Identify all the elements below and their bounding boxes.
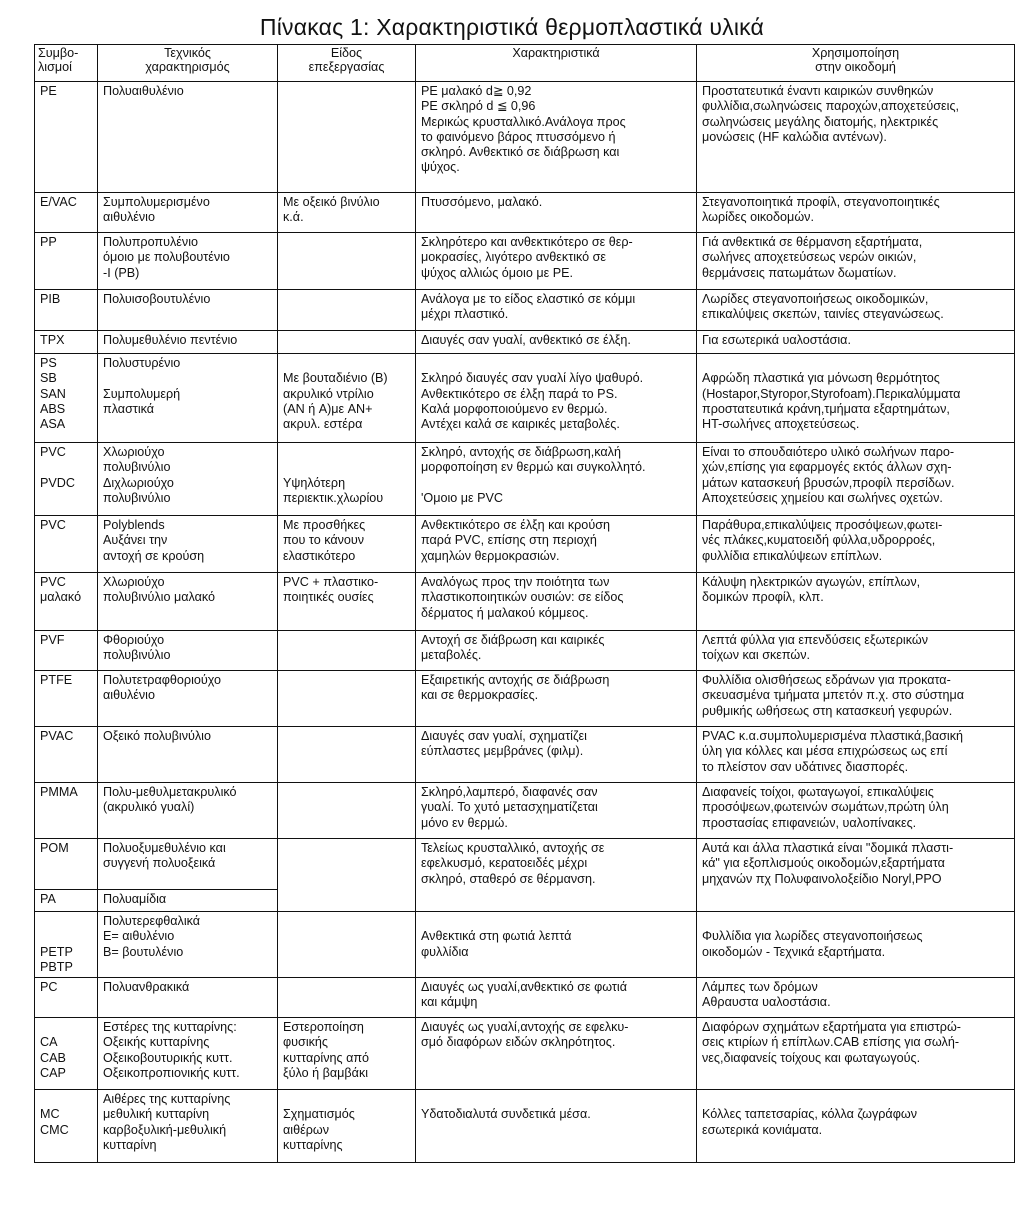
table-row-pvf xyxy=(35,631,1015,671)
table-row-ptfe xyxy=(35,671,1015,727)
table-row-tpx xyxy=(35,331,1015,354)
cell-properties: Σκληρότερο και ανθεκτικότερο σε θερ- μοκρασίες, λιγότερο ανθεκτικό σε ψύχος αλλιώς όμοιο με PE. xyxy=(416,233,697,290)
cell-symbol: PMMA xyxy=(35,783,98,839)
cell-processing: Υψηλότερη περιεκτικ.χλωρίου xyxy=(278,443,416,516)
cell-technical: Πολυ-μεθυλμετακρυλικό (ακρυλικό γυαλί) xyxy=(98,783,278,839)
cell-processing xyxy=(278,631,416,671)
cell-processing xyxy=(278,978,416,1018)
thermoplastics-table xyxy=(34,44,1015,1163)
header-usage: Χρησιμοποίηση στην οικοδομή xyxy=(697,45,1015,82)
cell-processing: Με προσθήκες που το κάνουν ελαστικότερο xyxy=(278,516,416,573)
cell-processing xyxy=(278,727,416,783)
cell-technical: Πολυστυρένιο Συμπολυμερή πλαστικά xyxy=(98,354,278,443)
table-row-pvc-polyblends xyxy=(35,516,1015,573)
cell-usage: Για εσωτερικά υαλοστάσια. xyxy=(697,331,1015,354)
cell-symbol: PS SB SAN ABS ASA xyxy=(35,354,98,443)
cell-symbol: PP xyxy=(35,233,98,290)
table-row-pp xyxy=(35,233,1015,290)
cell-technical: Συμπολυμερισμένο αιθυλένιο xyxy=(98,193,278,233)
cell-technical: Πολυτερεφθαλικά E= αιθυλένιο B= βουτυλένιο xyxy=(98,912,278,978)
header-properties: Χαρακτηριστικά xyxy=(416,45,697,82)
cell-usage: Διαφόρων σχημάτων εξαρτήματα για επιστρώ- σεις κτιρίων ή επίπλων.CAB επίσης για σωλή- νες,διαφανείς τοίχους και φωταγωγούς. xyxy=(697,1018,1015,1090)
cell-technical: Polyblends Αυξάνει την αντοχή σε κρούση xyxy=(98,516,278,573)
cell-properties: Διαυγές ως γυαλί,ανθεκτικό σε φωτιά και κάμψη xyxy=(416,978,697,1018)
cell-properties: Αναλόγως προς την ποιότητα των πλαστικοποιητικών ουσιών: σε είδος δέρματος ή μαλακού κόμμεος. xyxy=(416,573,697,631)
cell-processing xyxy=(278,233,416,290)
table-row-evac xyxy=(35,193,1015,233)
table-row-pe xyxy=(35,82,1015,193)
table-row-pvc xyxy=(35,443,1015,516)
table-row-pib xyxy=(35,290,1015,331)
cell-technical: Πολυαιθυλένιο xyxy=(98,82,278,193)
cell-technical: Πολυμεθυλένιο πεντένιο xyxy=(98,331,278,354)
cell-symbol: E/VAC xyxy=(35,193,98,233)
cell-properties: Αντοχή σε διάβρωση και καιρικές μεταβολές. xyxy=(416,631,697,671)
table-row-pmma xyxy=(35,783,1015,839)
table-title: Πίνακας 1: Χαρακτηριστικά θερμοπλαστικά υλικά xyxy=(259,14,765,40)
cell-symbol: CA CAB CAP xyxy=(35,1018,98,1090)
table-row-ca xyxy=(35,1018,1015,1090)
cell-technical: Χλωριούχο πολυβινύλιο Διχλωριούχο πολυβινύλιο xyxy=(98,443,278,516)
cell-properties: Σκληρό, αντοχής σε διάβρωση,καλή μορφοποίηση εν θερμώ και συγκολλητό. 'Ομοιο με PVC xyxy=(416,443,697,516)
cell-properties: Σκληρό,λαμπερό, διαφανές σαν γυαλί. Το χυτό μετασχηματίζεται μόνο εν θερμώ. xyxy=(416,783,697,839)
cell-processing: Εστεροποίηση φυσικής κυτταρίνης από ξύλο ή βαμβάκι xyxy=(278,1018,416,1090)
cell-usage: Διαφανείς τοίχοι, φωταγωγοί, επικαλύψεις προσόψεων,φωτεινών σωμάτων,πρώτη ύλη προστασίας επιφανειών, υαλοπίνακες. xyxy=(697,783,1015,839)
table-row-petp xyxy=(35,912,1015,978)
cell-usage: Αυτά και άλλα πλαστικά είναι "δομικά πλαστι- κά" για εξοπλισμούς οικοδομών,εξαρτήματα μηχανών πχ Πολυφαινολοξείδιο Noryl,PPO xyxy=(697,839,1015,912)
cell-technical: Πολυαμίδια xyxy=(98,890,278,912)
cell-processing xyxy=(278,290,416,331)
table-row-ps xyxy=(35,354,1015,443)
cell-usage: Είναι το σπουδαιότερο υλικό σωλήνων παρο- χών,επίσης για εφαρμογές εκτός άλλων σχη- μάτων κατασκευή βρυσών,προφίλ περσίδων. Αποχετεύσεις χημείου και σωλήνες οχετών. xyxy=(697,443,1015,516)
cell-usage: Κάλυψη ηλεκτρικών αγωγών, επίπλων, δομικών προφίλ, κλπ. xyxy=(697,573,1015,631)
cell-usage: Γιά ανθεκτικά σε θέρμανση εξαρτήματα, σωλήνες αποχετεύσεως νερών οικιών, θερμάνσεις πατωμάτων δωματίων. xyxy=(697,233,1015,290)
header-technical: Τεχνικός χαρακτηρισμός xyxy=(98,45,278,82)
cell-properties: Τελείως κρυσταλλικό, αντοχής σε εφελκυσμό, κερατοειδές μέχρι σκληρό, σταθερό σε θέρμανση. xyxy=(416,839,697,912)
cell-processing xyxy=(278,671,416,727)
cell-symbol: PVAC xyxy=(35,727,98,783)
cell-technical: Πολυισοβουτυλένιο xyxy=(98,290,278,331)
cell-technical: Πολυτετραφθοριούχο αιθυλένιο xyxy=(98,671,278,727)
cell-symbol: PA xyxy=(35,890,98,912)
cell-technical: Οξεικό πολυβινύλιο xyxy=(98,727,278,783)
cell-symbol: PTFE xyxy=(35,671,98,727)
cell-symbol: POM xyxy=(35,839,98,890)
cell-symbol: MC CMC xyxy=(35,1090,98,1163)
cell-properties: Διαυγές ως γυαλί,αντοχής σε εφελκυ- σμό διαφόρων ειδών σκληρότητος. xyxy=(416,1018,697,1090)
cell-usage: Φυλλίδια για λωρίδες στεγανοποιήσεως οικοδομών - Τεχνικά εξαρτήματα. xyxy=(697,912,1015,978)
table-row-pc xyxy=(35,978,1015,1018)
cell-processing xyxy=(278,783,416,839)
cell-processing: Με οξεικό βινύλιο κ.ά. xyxy=(278,193,416,233)
cell-usage: Αφρώδη πλαστικά για μόνωση θερμότητος (Hostapor,Styropor,Styrofoam).Περικαλύμματα προστατευτικά κράνη,τμήματα εξαρτημάτων, HT-σωλήνες αποχετεύσεως. xyxy=(697,354,1015,443)
cell-usage: Φυλλίδια ολισθήσεως εδράνων για προκατα- σκευασμένα τμήματα μπετόν π.χ. στο σύστημα ρυθμικής ωθήσεως στη κατασκευή γεφυρών. xyxy=(697,671,1015,727)
cell-usage: Στεγανοποιητικά προφίλ, στεγανοποιητικές λωρίδες οικοδομών. xyxy=(697,193,1015,233)
cell-processing xyxy=(278,912,416,978)
header-row xyxy=(35,45,1015,82)
cell-technical: Πολυπροπυλένιο όμοιο με πολυβουτένιο -I (PB) xyxy=(98,233,278,290)
cell-usage: Λάμπες των δρόμων Αθραυστα υαλοστάσια. xyxy=(697,978,1015,1018)
cell-usage: Προστατευτικά έναντι καιρικών συνθηκών φυλλίδια,σωληνώσεις παροχών,αποχετεύσεις, σωληνώσεις μεγάλης διατομής, ηλεκτρικές μονώσεις (HF καλώδια αντένων). xyxy=(697,82,1015,193)
cell-usage: Κόλλες ταπετσαρίας, κόλλα ζωγράφων εσωτερικά κονιάματα. xyxy=(697,1090,1015,1163)
cell-properties: Ανθεκτικότερο σε έλξη και κρούση παρά PVC, επίσης στη περιοχή χαμηλών θερμοκρασιών. xyxy=(416,516,697,573)
cell-properties: Εξαιρετικής αντοχής σε διάβρωση και σε θερμοκρασίες. xyxy=(416,671,697,727)
header-processing: Είδος επεξεργασίας xyxy=(278,45,416,82)
cell-symbol: PC xyxy=(35,978,98,1018)
cell-technical: Πολυανθρακικά xyxy=(98,978,278,1018)
cell-usage: PVAC κ.α.συμπολυμερισμένα πλαστικά,βασική ύλη για κόλλες και μέσα επιχρώσεως ως επί το πλείστον σαν υδάτινες διασπορές. xyxy=(697,727,1015,783)
cell-symbol: PVC PVDC xyxy=(35,443,98,516)
cell-properties: Διαυγές σαν γυαλί, σχηματίζει εύπλαστες μεμβράνες (φιλμ). xyxy=(416,727,697,783)
table-row-pom xyxy=(35,839,1015,890)
cell-symbol: PVC xyxy=(35,516,98,573)
cell-technical: Φθοριούχο πολυβινύλιο xyxy=(98,631,278,671)
cell-usage: Λεπτά φύλλα για επενδύσεις εξωτερικών τοίχων και σκεπών. xyxy=(697,631,1015,671)
cell-processing: Σχηματισμός αιθέρων κυτταρίνης xyxy=(278,1090,416,1163)
header-symbol: Συμβο- λισμοί xyxy=(35,45,98,82)
cell-properties: Υδατοδιαλυτά συνδετικά μέσα. xyxy=(416,1090,697,1163)
cell-processing xyxy=(278,331,416,354)
cell-symbol: PETP PBTP xyxy=(35,912,98,978)
cell-symbol: PE xyxy=(35,82,98,193)
cell-processing: PVC + πλαστικο- ποιητικές ουσίες xyxy=(278,573,416,631)
cell-technical: Αιθέρες της κυτταρίνης μεθυλική κυτταρίνη καρβοξυλική-μεθυλική κυτταρίνη xyxy=(98,1090,278,1163)
cell-properties: Ανάλογα με το είδος ελαστικό σε κόμμι μέχρι πλαστικό. xyxy=(416,290,697,331)
table-row-pvac xyxy=(35,727,1015,783)
cell-technical: Εστέρες της κυτταρίνης: Οξεικής κυτταρίνης Οξεικοβουτυρικής κυττ. Οξεικοπροπιονικής κυττ. xyxy=(98,1018,278,1090)
cell-symbol: PVC μαλακό xyxy=(35,573,98,631)
cell-symbol: TPX xyxy=(35,331,98,354)
cell-properties: Ανθεκτικά στη φωτιά λεπτά φυλλίδια xyxy=(416,912,697,978)
cell-technical: Χλωριούχο πολυβινύλιο μαλακό xyxy=(98,573,278,631)
cell-usage: Παράθυρα,επικαλύψεις προσόψεων,φωτει- νές πλάκες,κυματοειδή φύλλα,υδρορροές, φυλλίδια επικαλύψεων επίπλων. xyxy=(697,516,1015,573)
cell-usage: Λωρίδες στεγανοποιήσεως οικοδομικών, επικαλύψεις σκεπών, ταινίες στεγανώσεως. xyxy=(697,290,1015,331)
cell-symbol: PIB xyxy=(35,290,98,331)
cell-technical: Πολυοξυμεθυλένιο και συγγενή πολυοξεικά xyxy=(98,839,278,890)
cell-properties: PE μαλακό d≧ 0,92 PE σκληρό d ≦ 0,96 Μερικώς κρυσταλλικό.Ανάλογα προς το φαινόμενο βάρος πτυσσόμενο ή σκληρό. Ανθεκτικό σε διάβρωση και ψύχος. xyxy=(416,82,697,193)
cell-processing xyxy=(278,82,416,193)
cell-processing: Με βουταδιένιο (B) ακρυλικό ντρίλιο (AN ή A)με AN+ ακρυλ. εστέρα xyxy=(278,354,416,443)
cell-properties: Πτυσσόμενο, μαλακό. xyxy=(416,193,697,233)
table-row-mc xyxy=(35,1090,1015,1163)
cell-symbol: PVF xyxy=(35,631,98,671)
cell-properties: Διαυγές σαν γυαλί, ανθεκτικό σε έλξη. xyxy=(416,331,697,354)
cell-processing xyxy=(278,839,416,912)
table-row-pvc-soft xyxy=(35,573,1015,631)
cell-properties: Σκληρό διαυγές σαν γυαλί λίγο ψαθυρό. Ανθεκτικότερο σε έλξη παρά το PS. Καλά μορφοποιούμενο εν θερμώ. Αντέχει καλά σε καιρικές μεταβολές. xyxy=(416,354,697,443)
